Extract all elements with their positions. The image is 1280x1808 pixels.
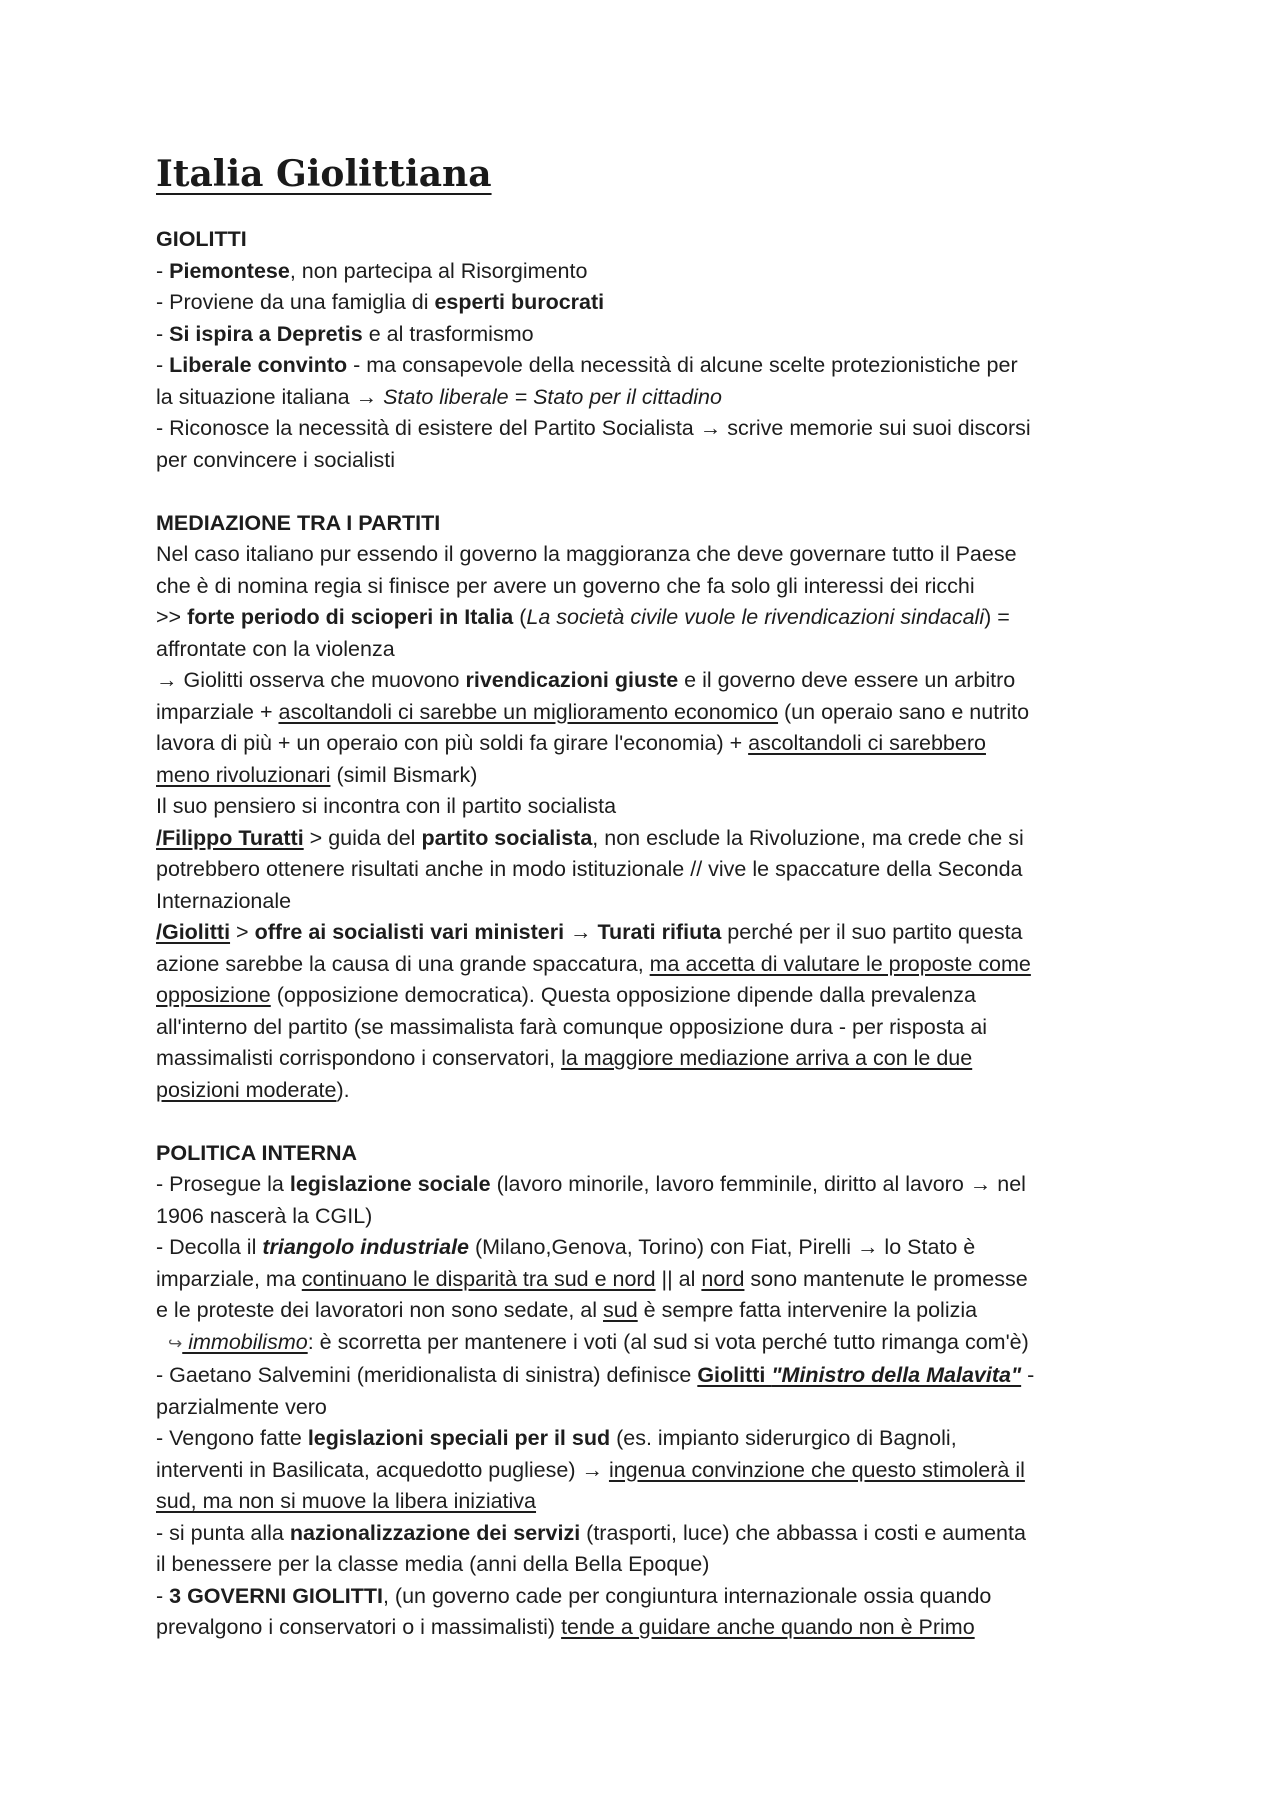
section-heading: GIOLITTI — [156, 227, 247, 251]
text-line: /Filippo Turatti > guida del partito socialista, non esclude la Rivoluzione, ma crede che si — [156, 825, 1024, 850]
text-line: il benessere per la classe media (anni della Bella Epoque) — [156, 1552, 710, 1576]
text-line: e le proteste dei lavoratori non sono sedate, al sud è sempre fatta intervenire la polizia — [156, 1298, 978, 1322]
text-line: → Giolitti osserva che muovono rivendicazioni giuste e il governo deve essere un arbitro — [156, 668, 1016, 692]
text-line: - Proviene da una famiglia di esperti burocrati — [156, 290, 605, 314]
text-line: - Gaetano Salvemini (meridionalista di sinistra) definisce Giolitti "Ministro della Malavita" - — [156, 1363, 1035, 1387]
text-line: all'interno del partito (se massimalista farà comunque opposizione dura - per risposta ai — [156, 1014, 988, 1039]
text-line: - si punta alla nazionalizzazione dei servizi (trasporti, luce) che abbassa i costi e aumenta — [156, 1520, 1026, 1545]
text-line: opposizione (opposizione democratica). Questa opposizione dipende dalla prevalenza — [156, 983, 976, 1007]
text-line: >> forte periodo di scioperi in Italia (La società civile vuole le rivendicazioni sindacali) = — [156, 605, 1010, 629]
text-line: Internazionale — [156, 888, 292, 913]
text-line: - 3 GOVERNI GIOLITTI, (un governo cade per congiuntura internazionale ossia quando — [156, 1583, 992, 1608]
text-line: ↪ immobilismo: è scorretta per mantenere i voti (al sud si vota perché tutto rimanga com'è) — [168, 1329, 1029, 1354]
text-line: per convincere i socialisti — [156, 447, 395, 472]
text-line: interventi in Basilicata, acquedotto pugliese) → ingenua convinzione che questo stimolerà il — [156, 1457, 1025, 1482]
text-line: imparziale, ma continuano le disparità tra sud e nord || al nord sono mantenute le promesse — [156, 1266, 1028, 1291]
text-line: parzialmente vero — [156, 1394, 327, 1419]
text-line: Il suo pensiero si incontra con il partito socialista — [156, 794, 617, 818]
text-line: - Si ispira a Depretis e al trasformismo — [156, 321, 534, 346]
text-line: meno rivoluzionari (simil Bismark) — [156, 762, 478, 787]
text-line: imparziale + ascoltandoli ci sarebbe un miglioramento economico (un operaio sano e nutrito — [156, 699, 1030, 724]
text-line: lavora di più + un operaio con più soldi fa girare l'economia) + ascoltandoli ci sarebbero — [156, 731, 986, 755]
text-line: azione sarebbe la causa di una grande spaccatura, ma accetta di valutare le proposte come — [156, 951, 1031, 976]
text-line: - Vengono fatte legislazioni speciali per il sud (es. impianto siderurgico di Bagnoli, — [156, 1426, 957, 1450]
text-line: prevalgono i conservatori o i massimalisti) tende a guidare anche quando non è Primo — [156, 1615, 975, 1639]
document-page — [156, 150, 1156, 1675]
section-heading: POLITICA INTERNA — [156, 1140, 358, 1165]
text-line: Nel caso italiano pur essendo il governo la maggioranza che deve governare tutto il Paese — [156, 542, 1017, 566]
section-giolitti — [156, 224, 1156, 476]
text-line: 1906 nascerà la CGIL) — [156, 1203, 373, 1228]
text-line: posizioni moderate). — [156, 1077, 350, 1102]
text-line: sud, ma non si muove la libera iniziativa — [156, 1489, 537, 1513]
page-title: Italia Giolittiana — [156, 153, 492, 195]
section-heading: MEDIAZIONE TRA I PARTITI — [156, 510, 441, 535]
text-line: - Prosegue la legislazione sociale (lavoro minorile, lavoro femminile, diritto al lavoro → nel — [156, 1172, 1026, 1196]
text-line: potrebbero ottenere risultati anche in modo istituzionale // vive le spaccature della Seconda — [156, 857, 1023, 881]
text-line: - Liberale convinto - ma consapevole della necessità di alcune scelte protezionistiche per — [156, 353, 1018, 377]
text-line: - Decolla il triangolo industriale (Milano,Genova, Torino) con Fiat, Pirelli → lo Stato è — [156, 1235, 976, 1259]
text-line: /Giolitti > offre ai socialisti vari ministeri → Turati rifiuta perché per il suo partito questa — [156, 920, 1023, 944]
text-line: affrontate con la violenza — [156, 636, 395, 661]
section-mediazione — [156, 508, 1156, 1107]
text-line: - Riconosce la necessità di esistere del Partito Socialista → scrive memorie sui suoi discorsi — [156, 416, 1031, 440]
hook-arrow-icon: ↪ — [168, 1333, 183, 1354]
text-line: che è di nomina regia si finisce per avere un governo che fa solo gli interessi dei ricchi — [156, 573, 975, 598]
text-line: massimalisti corrispondono i conservatori, la maggiore mediazione arriva a con le due — [156, 1046, 973, 1070]
text-line: la situazione italiana → Stato liberale = Stato per il cittadino — [156, 384, 722, 409]
section-politica-interna — [156, 1138, 1156, 1644]
text-line: - Piemontese, non partecipa al Risorgimento — [156, 258, 588, 283]
